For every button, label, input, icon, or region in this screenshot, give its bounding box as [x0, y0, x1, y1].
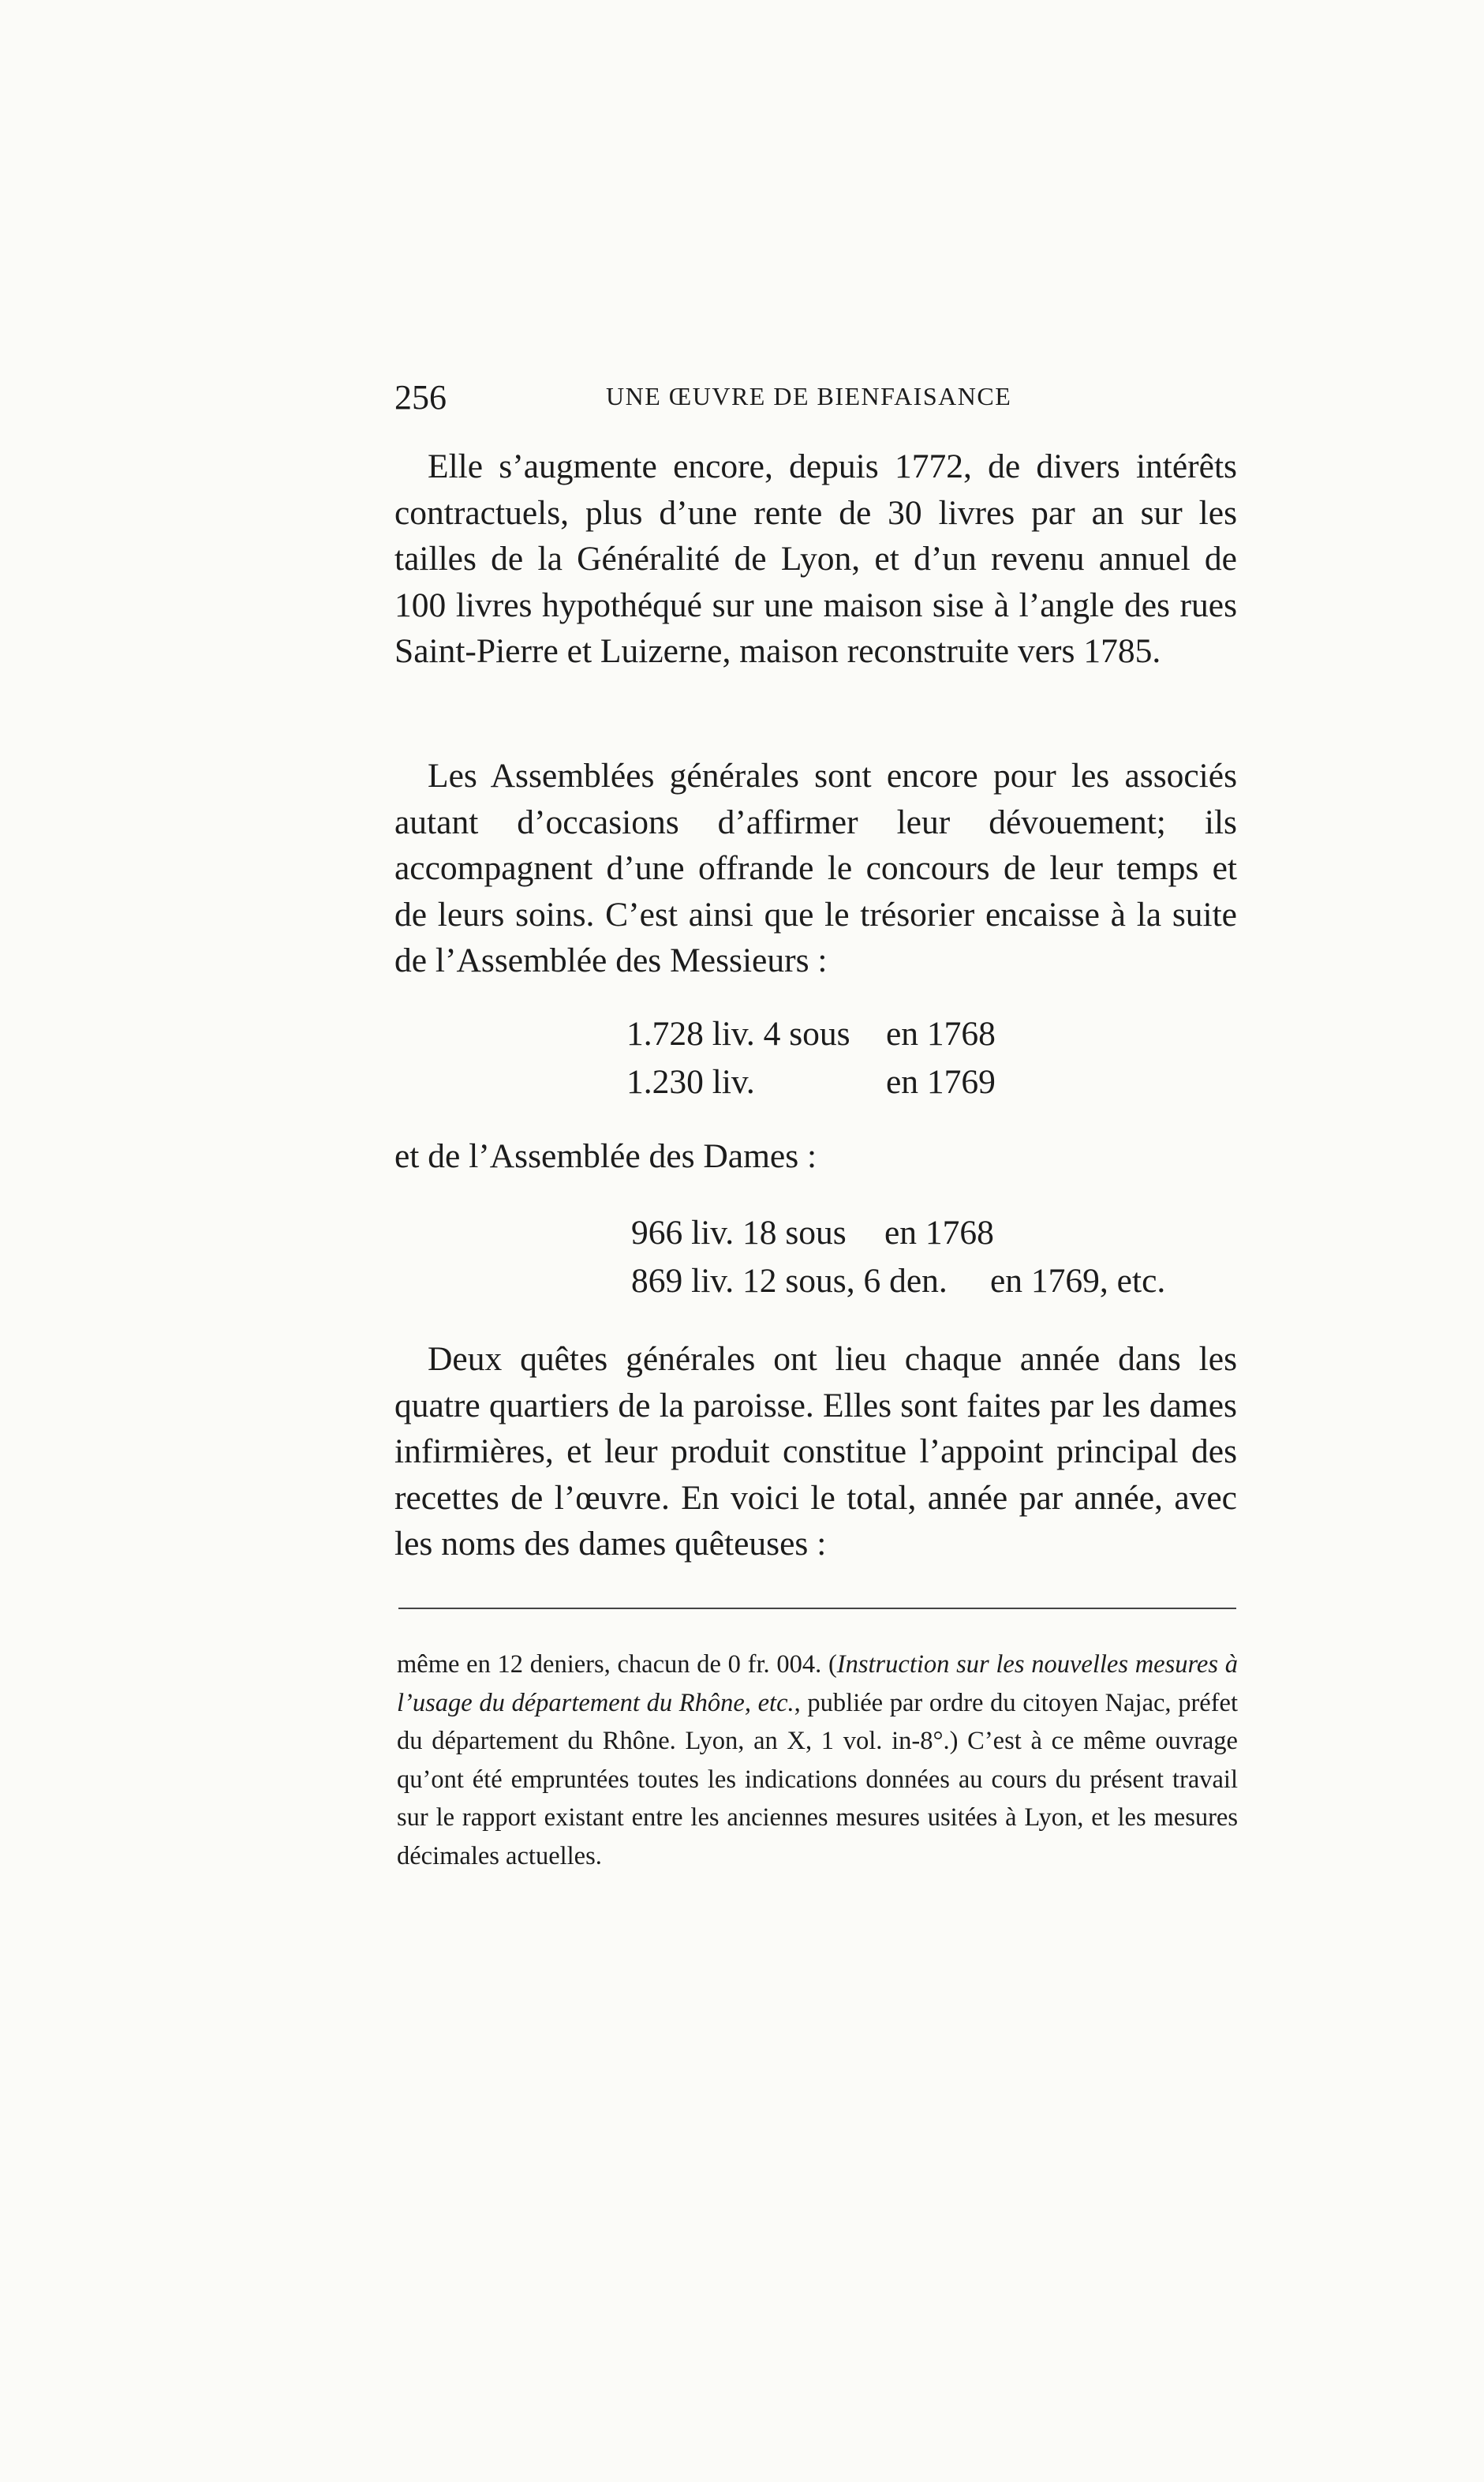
footnote-text-start: même en 12 deniers, chacun de 0 fr. 004. (: [397, 1650, 837, 1679]
paragraph-revenues-text: Elle s’augmente encore, depuis 1772, de divers intérêts contractuels, plus d’une rente de 30 livres par an sur les tailles de la Généralité de Lyon, et d’un revenu annuel de 100 livres hypothéqué sur une maison sise à l’angle des rues Saint-Pierre et Luizerne, maison reconstruite vers 1785.: [394, 447, 1237, 670]
footnote-text-end: , publiée par ordre du citoyen Najac, préfet du département du Rhône. Lyon, an X, 1 vol. in-8°.) C’est à ce même ouvrage qu’ont été empruntées toutes les indications données au cours du présent travail sur le rapport existant entre les anciennes mesures usitées à Lyon, et les mesures décimales actuelles.: [397, 1688, 1238, 1870]
paragraph-quetes-text: Deux quêtes générales ont lieu chaque année dans les quatre quartiers de la paroisse. Elles sont faites par les dames infirmières, et leur produit constitue l’appoint principal des recettes de l’œuvre. En voici le total, année par année, avec les noms des dames quêteuses :: [394, 1340, 1237, 1563]
paragraph-dames-intro-text: et de l’Assemblée des Dames :: [394, 1137, 817, 1175]
list-item-year: en 1769, etc.: [990, 1262, 1166, 1300]
list-item-amount: 1.728 liv. 4 sous: [626, 1015, 850, 1053]
paragraph-assemblies: [394, 753, 1237, 984]
running-title: UNE ŒUVRE DE BIENFAISANCE: [606, 382, 1012, 410]
list-item-year: en 1768: [884, 1214, 994, 1252]
page-number: 256: [394, 378, 447, 417]
list-item-year: en 1769: [886, 1063, 996, 1101]
list-item-year: en 1768: [886, 1015, 996, 1053]
paragraph-revenues: [394, 444, 1237, 675]
list-item-amount: 1.230 liv.: [626, 1063, 755, 1101]
footnote-cited-title: Instruction sur les nouvelles mesures à l’usage du département du Rhône, etc.: [397, 1650, 1238, 1717]
page-header: [394, 377, 1239, 425]
footnote: [397, 1645, 1238, 1875]
paragraph-quetes: [394, 1336, 1237, 1567]
list-item-amount: 869 liv. 12 sous, 6 den.: [631, 1262, 948, 1300]
paragraph-assemblies-text: Les Assemblées générales sont encore pour les associés autant d’occasions d’affirmer leur dévouement; ils accompagnent d’une offrande le concours de leur temps et de leurs soins. C’est ainsi que le trésorier encaisse à la suite de l’Assemblée des Messieurs :: [394, 757, 1237, 979]
list-item-amount: 966 liv. 18 sous: [631, 1214, 847, 1252]
paragraph-dames-intro: [394, 1133, 1237, 1180]
footnote-divider: [398, 1608, 1236, 1609]
